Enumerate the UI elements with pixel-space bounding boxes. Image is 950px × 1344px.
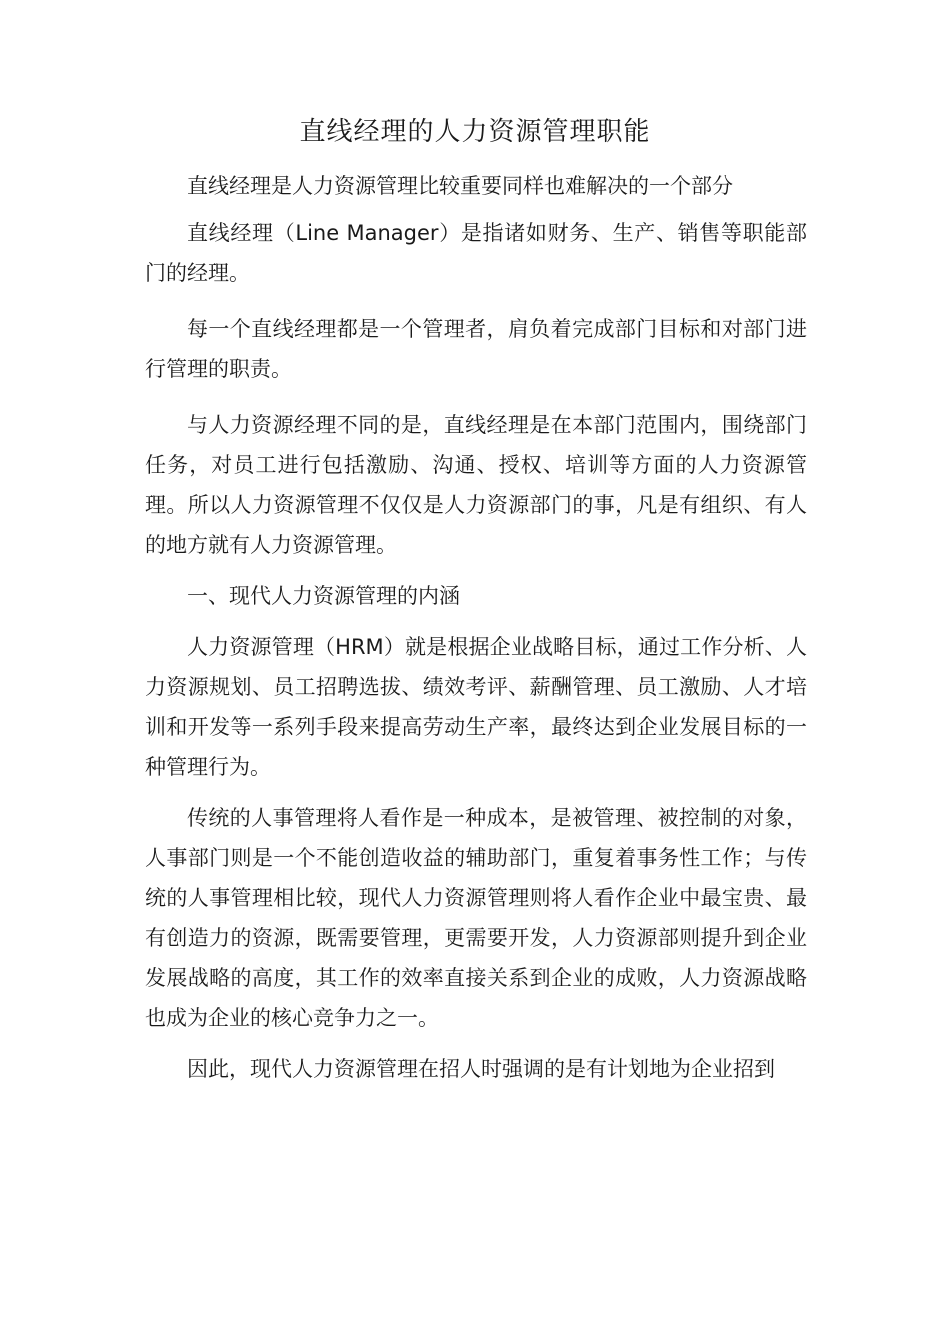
paragraph-difference: 与人力资源经理不同的是，直线经理是在本部门范围内，围绕部门任务，对员工进行包括激励、沟通、授权、培训等方面的人力资源管理。所以人力资源管理不仅仅是人力资源部门的事，凡是有组织、有人的地方就有人力资源管理。 (145, 413, 807, 557)
paragraph-manager-duties: 每一个直线经理都是一个管理者，肩负着完成部门目标和对部门进行管理的职责。 (145, 317, 807, 381)
paragraph-line-manager-definition: 直线经理（Line Manager）是指诸如财务、生产、销售等职能部门的经理。 (145, 221, 807, 285)
paragraph-traditional-vs-modern: 传统的人事管理将人看作是一种成本，是被管理、被控制的对象，人事部门则是一个不能创造收益的辅助部门，重复着事务性工作；与传统的人事管理相比较，现代人力资源管理则将人看作企业中最宝贵、最有创造力的资源，既需要管理，更需要开发，人力资源部则提升到企业发展战略的高度，其工作的效率直接关系到企业的成败，人力资源战略也成为企业的核心竞争力之一。 (145, 806, 807, 1030)
paragraph-recruitment: 因此，现代人力资源管理在招人时强调的是有计划地为企业招到 (187, 1057, 775, 1081)
document-title: 直线经理的人力资源管理职能 (299, 117, 651, 147)
document-body (145, 166, 807, 1089)
paragraph-intro: 直线经理是人力资源管理比较重要同样也难解决的一个部分 (187, 174, 733, 198)
section-heading-1: 一、现代人力资源管理的内涵 (187, 584, 460, 608)
paragraph-hrm-definition: 人力资源管理（HRM）就是根据企业战略目标，通过工作分析、人力资源规划、员工招聘选拔、绩效考评、薪酬管理、员工激励、人才培训和开发等一系列手段来提高劳动生产率，最终达到企业发展目标的一种管理行为。 (145, 635, 807, 779)
